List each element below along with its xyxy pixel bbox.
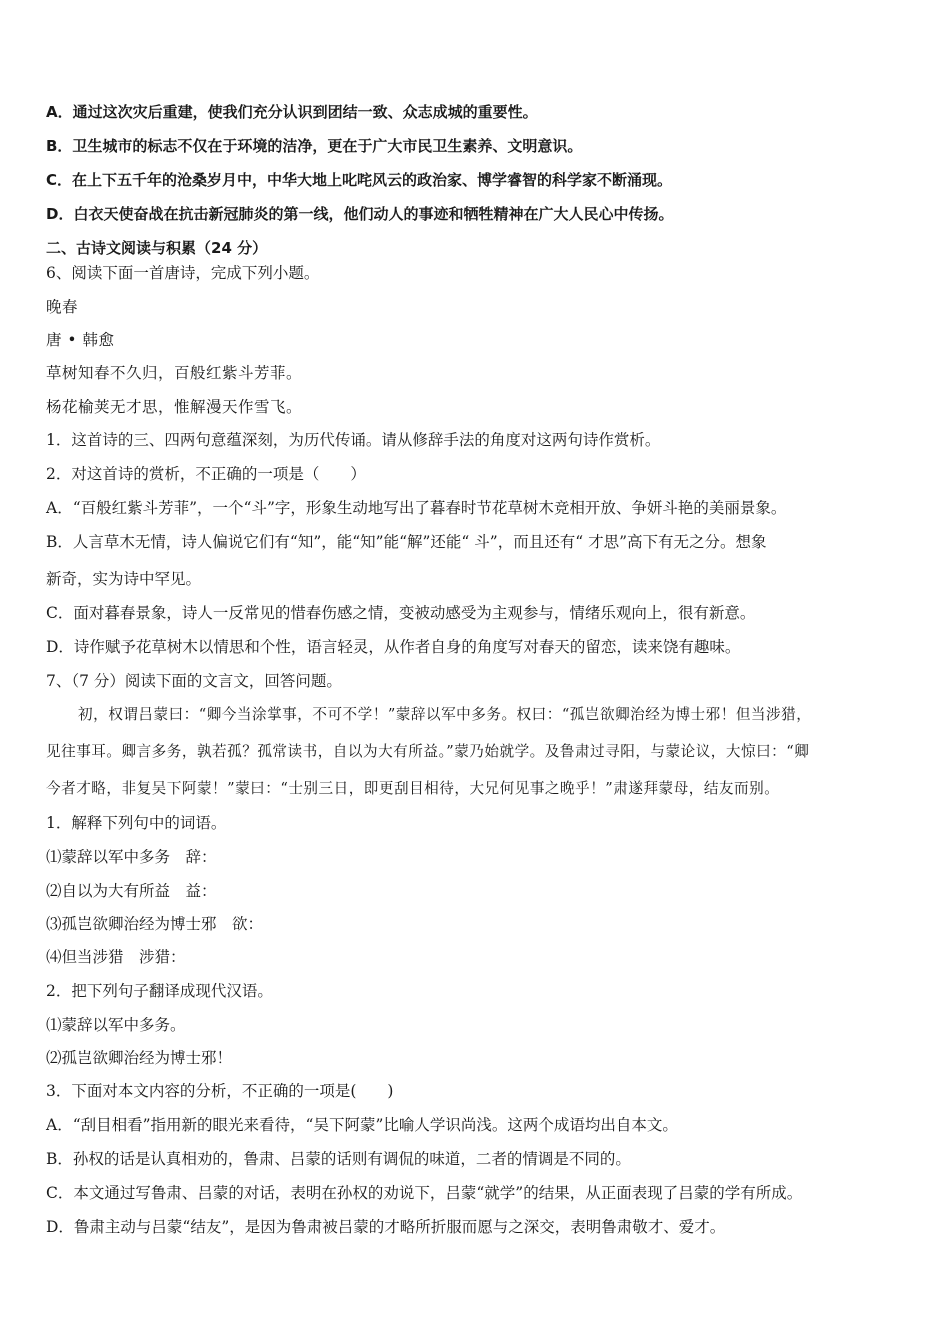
q7-sub1: 1．解释下列句中的词语。 xyxy=(46,814,227,832)
poem-line-1: 草树知春不久归，百般红紫斗芳菲。 xyxy=(46,364,303,382)
q7-sub3-option-a: A．“刮目相看”指用新的眼光来看待，“吴下阿蒙”比喻人学识尚浅。这两个成语均出自本文。 xyxy=(46,1116,678,1134)
q7-sub2-item-2: ⑵孤岂欲卿治经为博士邪！ xyxy=(46,1049,233,1067)
q6-sub2: 2．对这首诗的赏析，不正确的一项是（ ） xyxy=(46,465,366,483)
poem-title: 晚春 xyxy=(46,298,79,316)
q5-option-a: A．通过这次灾后重建，使我们充分认识到团结一致、众志成城的重要性。 xyxy=(46,103,538,121)
q7-sub3: 3．下面对本文内容的分析，不正确的一项是( ) xyxy=(46,1082,394,1100)
q7-sub2: 2．把下列句子翻译成现代汉语。 xyxy=(46,982,273,1000)
q5-option-c: C．在上下五千年的沧桑岁月中，中华大地上叱咤风云的政治家、博学睿智的科学家不断涌现。 xyxy=(46,171,673,189)
q7-sub1-item-3: ⑶孤岂欲卿治经为博士邪 欲： xyxy=(46,915,264,933)
passage-line-1: 初，权谓吕蒙曰：“卿今当涂掌事，不可不学！”蒙辞以军中多务。权曰：“孤岂欲卿治经为博士邪！但当涉猎， xyxy=(78,706,812,723)
q5-option-d: D．白衣天使奋战在抗击新冠肺炎的第一线，他们动人的事迹和牺牲精神在广大人民心中传扬。 xyxy=(46,205,674,223)
passage-line-2: 见往事耳。卿言多务，孰若孤？孤常读书，自以为大有所益。”蒙乃始就学。及鲁肃过寻阳，与蒙论议，大惊曰：“卿 xyxy=(46,743,810,760)
q7-sub2-item-1: ⑴蒙辞以军中多务。 xyxy=(46,1016,186,1034)
q7-sub3-option-c: C．本文通过写鲁肃、吕蒙的对话，表明在孙权的劝说下，吕蒙“就学”的结果，从正面表现了吕蒙的学有所成。 xyxy=(46,1184,803,1202)
q5-option-b: B．卫生城市的标志不仅在于环境的洁净，更在于广大市民卫生素养、文明意识。 xyxy=(46,137,583,155)
q6-option-b-line2: 新奇，实为诗中罕见。 xyxy=(46,570,202,588)
q7-sub3-option-d: D．鲁肃主动与吕蒙“结友”，是因为鲁肃被吕蒙的才略所折服而愿与之深交，表明鲁肃敬才、爱才。 xyxy=(46,1218,726,1236)
passage-line-3: 今者才略，非复吴下阿蒙！”蒙曰：“士别三日，即更刮目相待，大兄何见事之晚乎！”肃遂拜蒙母，结友而别。 xyxy=(46,780,780,797)
q6-sub1: 1．这首诗的三、四两句意蕴深刻，为历代传诵。请从修辞手法的角度对这两句诗作赏析。 xyxy=(46,431,661,449)
q7-sub3-option-b: B．孙权的话是认真相劝的，鲁肃、吕蒙的话则有调侃的味道，二者的情调是不同的。 xyxy=(46,1150,631,1168)
q6-prompt: 6、阅读下面一首唐诗，完成下列小题。 xyxy=(46,264,320,282)
q6-option-b-line1: B．人言草木无情，诗人偏说它们有“知”，能“知”能“解”还能“ 斗”，而且还有“ 才思”高下有无之分。想象 xyxy=(46,533,767,551)
section-title: 二、古诗文阅读与积累（24 分） xyxy=(46,239,268,257)
poem-line-2: 杨花榆荚无才思，惟解漫天作雪飞。 xyxy=(46,398,303,416)
q6-option-a: A．“百般红紫斗芳菲”，一个“斗”字，形象生动地写出了暮春时节花草树木竞相开放、争妍斗艳的美丽景象。 xyxy=(46,499,787,517)
q6-option-c: C．面对暮春景象，诗人一反常见的惜春伤感之情，变被动感受为主观参与，情绪乐观向上，很有新意。 xyxy=(46,604,756,622)
q6-option-d: D．诗作赋予花草树木以情思和个性，语言轻灵，从作者自身的角度写对春天的留恋，读来饶有趣味。 xyxy=(46,638,741,656)
q7-sub1-item-2: ⑵自以为大有所益 益： xyxy=(46,882,217,900)
q7-sub1-item-1: ⑴蒙辞以军中多务 辞： xyxy=(46,848,217,866)
q7-sub1-item-4: ⑷但当涉猎 涉猎： xyxy=(46,948,186,966)
poem-author: 唐 • 韩愈 xyxy=(46,331,115,349)
q7-prompt: 7、（7 分）阅读下面的文言文，回答问题。 xyxy=(46,672,342,690)
